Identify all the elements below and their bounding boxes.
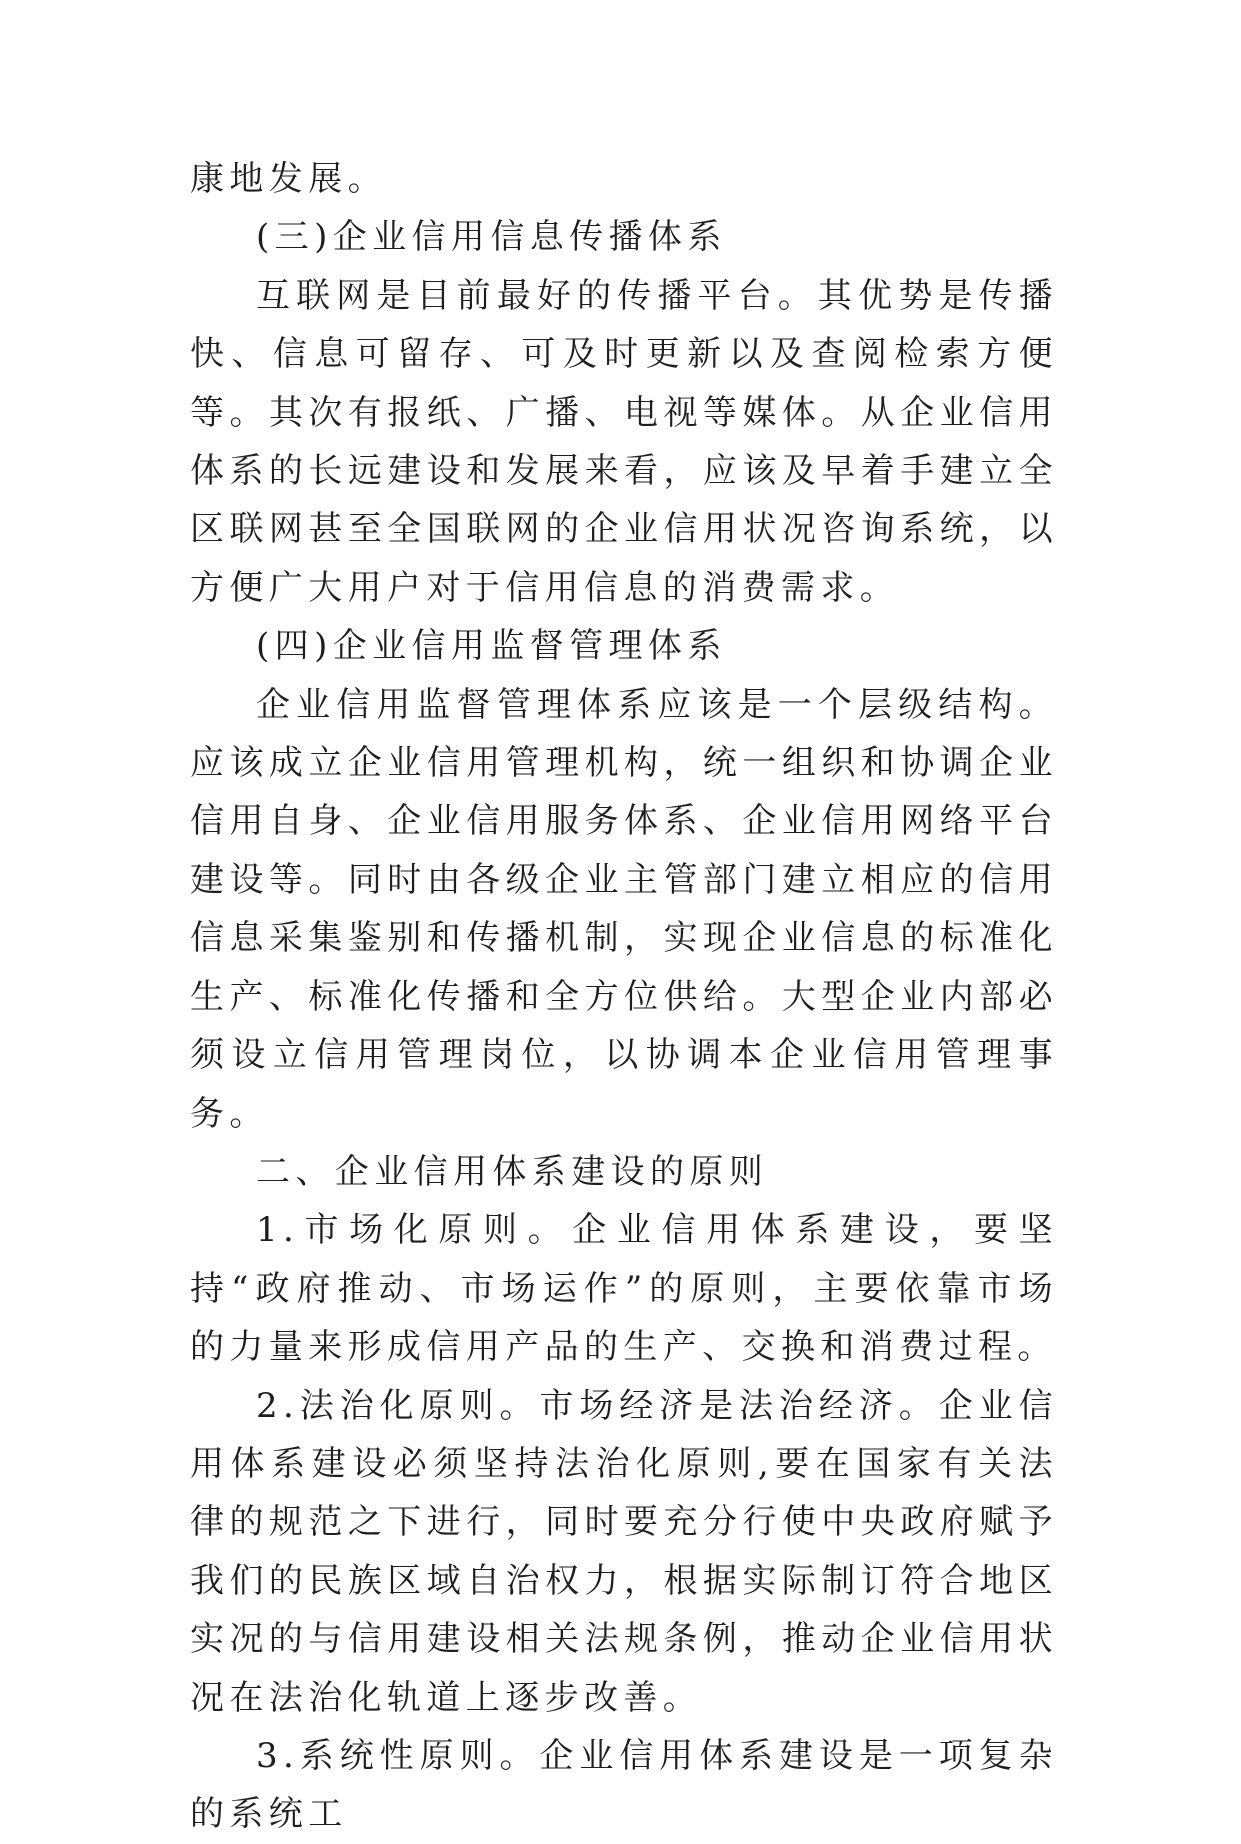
paragraph-principle-1: 1.市场化原则。企业信用体系建设，要坚持“政府推动、市场运作”的原则，主要依靠市场的力量来形成信用产品的生产、交换和消费过程。	[190, 1210, 1058, 1368]
document-body	[190, 150, 1058, 1844]
paragraph-supervision-system: 企业信用监督管理体系应该是一个层级结构。应该成立企业信用管理机构，统一组织和协调企业信用自身、企业信用服务体系、企业信用网络平台建设等。同时由各级企业主管部门建立相应的信用信息采集鉴别和传播机制，实现企业信息的标准化生产、标准化传播和全方位供给。大型企业内部必须设立信用管理岗位，以协调本企业信用管理事务。	[190, 684, 1058, 1134]
paragraph-principle-3: 3.系统性原则。企业信用体系建设是一项复杂的系统工	[190, 1735, 1058, 1835]
paragraph-principle-2: 2.法治化原则。市场经济是法治经济。企业信用体系建设必须坚持法治化原则,要在国家有关法律的规范之下进行，同时要充分行使中央政府赋予我们的民族区域自治权力，根据实际制订符合地区实况的与信用建设相关法规条例，推动企业信用状况在法治化轨道上逐步改善。	[190, 1385, 1058, 1718]
paragraph-continuation: 康地发展。	[190, 159, 387, 199]
section-heading-4: (四)企业信用监督管理体系	[256, 626, 727, 667]
chapter-heading-principles: 二、企业信用体系建设的原则	[256, 1151, 769, 1192]
section-heading-3: (三)企业信用信息传播体系	[256, 217, 727, 258]
paragraph-internet-platform: 互联网是目前最好的传播平台。其优势是传播快、信息可留存、可及时更新以及查阅检索方便等。其次有报纸、广播、电视等媒体。从企业信用体系的长远建设和发展来看，应该及早着手建立全区联网甚至全国联网的企业信用状况咨询系统，以方便广大用户对于信用信息的消费需求。	[190, 275, 1058, 608]
